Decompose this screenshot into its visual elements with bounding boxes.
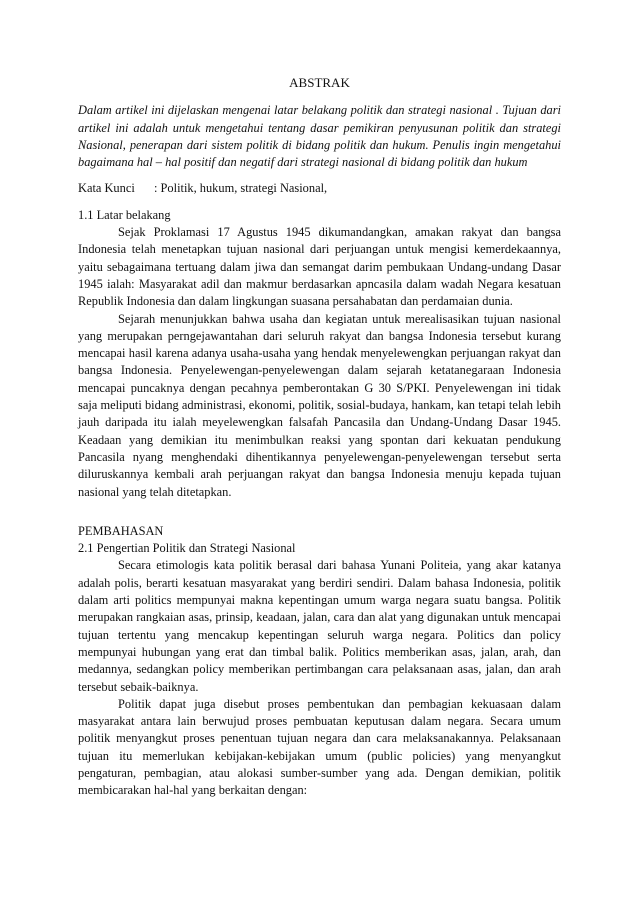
keywords-label: Kata Kunci [78,181,135,196]
keywords-value: : Politik, hukum, strategi Nasional, [154,181,328,196]
section-heading-1-1: 1.1 Latar belakang [78,207,171,222]
keywords-row [78,180,561,197]
section-heading-pembahasan: PEMBAHASAN [78,523,164,538]
paragraph-1-1-a: Sejak Proklamasi 17 Agustus 1945 dikumandangkan, amakan rakyat dan bangsa Indonesia telah menetapkan tujuan nasional dari perjuangan untuk mengisi kemerdekaannya, yaitu sebagaimana tertuang dalam jiwa dan semangat darim pembukaan Undang-undang Dasar 1945 ialah: Masyarakat adil dan makmur berdasarkan apncasila dalam wadah Negara kesatuan Republik Indonesia dan dalam lingkungan suasana persahabatan dan perdamaian dunia. [78,225,561,309]
paragraph-1-1-b: Sejarah menunjukkan bahwa usaha dan kegiatan untuk merealisasikan tujuan nasional yang merupakan perngejawantahan dari seluruh rakyat dan bangsa Indonesia tersebut kurang mencapai hasil karena adanya usaha-usaha yang hendak menyelewengkan perjuangan rakyat dan bangsa Indonesia. Penyelewengan-penyelewengan dalam sejarah ketatanegaraan Indonesia mencapai puncaknya dengan pecahnya pemberontakan G 30 S/PKI. Penyelewengan ini tidak saja meliputi bidang administrasi, ekonomi, politik, sosial-budaya, hankam, kan tetapi telah lebih jauh daripada itu ialah meyelewengkan falsafah Pancasila dan Undang-Undang Dasar 1945. Keadaan yang demikian itu menimbulkan reaksi yang spontan dari kekuatan pendukung Pancasila nyang menghendaki dihentikannya penyelewengan-penyelewengan tersebut serta diluruskannya kembali arah perjuangan rakyat dan bangsa Indonesia menuju kepada tujuan nasional yang telah ditetapkan. [78,311,561,499]
abstract-text: Dalam artikel ini dijelaskan mengenai latar belakang politik dan strategi nasional . Tujuan dari artikel ini adalah untuk mengetahui tentang dasar pemikiran penyusunan politik dan strategi Nasional, penerapan dari sistem politik di bidang politik dan hukum. Penulis ingin mengetahui bagaimana hal – hal positif dan negatif dari strategi nasional di bidang politik dan hukum [78,103,561,170]
paragraph-2-1-a: Secara etimologis kata politik berasal dari bahasa Yunani Politeia, yang akar katanya adalah polis, berarti kesatuan masyarakat yang berdiri sendiri. Dalam bahasa Indonesia, politik dalam arti politics mempunyai makna kepentingan umum warga negara suatu bangsa. Politik merupakan rangkaian asas, prinsip, keadaan, jalan, cara dan alat yang digunakan untuk mencapai tujuan tertentu yang mencakup kepentingan seluruh warga negara. Politics dan policy mempunyai hubungan yang erat dan timbal balik. Politics memberikan asas, jalan, arah, dan medannya, sedangkan policy memberikan pertimbangan cara pelaksanaan asas, jalan, dan arah tersebut sebaik-baiknya. [78,558,561,694]
paragraph-2-1-b: Politik dapat juga disebut proses pembentukan dan pembagian kekuasaan dalam masyarakat antara lain berwujud proses pembuatan keputusan dalam negara. Secara umum politik menyangkut proses penentuan tujuan negara dan cara melaksanakannya. Pelaksanaan tujuan itu memerlukan kebijakan-kebijakan umum (public policies) yang menyangkut pengaturan, pembagian, atau alokasi sumber-sumber yang ada. Dengan demikian, politik membicarakan hal-hal yang berkaitan dengan: [78,696,561,798]
abstract-title: ABSTRAK [289,75,350,90]
section-heading-2-1: 2.1 Pengertian Politik dan Strategi Nasional [78,541,296,556]
